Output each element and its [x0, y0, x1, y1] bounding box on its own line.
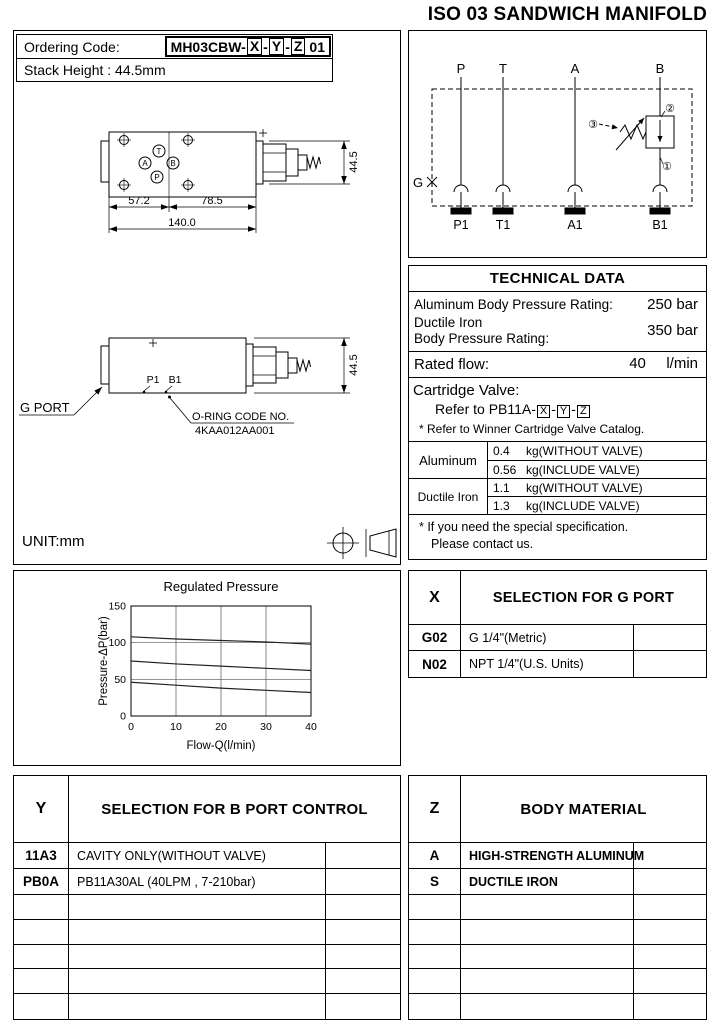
weight-row	[488, 496, 706, 514]
bolt-hole-icon	[181, 178, 195, 192]
pilot-arrow	[599, 124, 618, 128]
b1-label: B1	[168, 374, 182, 386]
weight-unit: kg(WITHOUT VALVE)	[526, 444, 643, 459]
option-desc: DUCTILE IRON	[461, 869, 634, 894]
table-row	[409, 625, 706, 651]
circuit-diagram	[409, 31, 706, 257]
drawings-panel	[13, 30, 401, 565]
oring-code-number: 4KAA012AA001	[195, 425, 275, 437]
code-z: Z	[291, 38, 306, 55]
technical-data-title: TECHNICAL DATA	[409, 266, 706, 292]
weight-unit: kg(WITHOUT VALVE)	[526, 480, 643, 495]
port-label-a: A	[570, 61, 580, 76]
code-y: Y	[269, 38, 284, 55]
cartridge-note: * Refer to Winner Cartridge Valve Catalog.	[419, 422, 645, 437]
chart-title: Regulated Pressure	[163, 579, 279, 594]
table-row	[409, 869, 706, 895]
cartridge-valve-side-view	[246, 344, 311, 386]
empty-cell	[634, 625, 706, 650]
empty-row	[409, 920, 706, 945]
table-header	[409, 776, 706, 843]
x-tick-label: 0	[128, 721, 134, 733]
cartridge-valve-top-view	[256, 129, 321, 184]
dim-78: 78.5	[201, 195, 223, 207]
empty-row	[14, 895, 400, 920]
y-tick-label: 150	[108, 600, 126, 613]
bolt-hole-icon	[117, 178, 131, 192]
selection-g-port-table	[408, 570, 707, 678]
technical-data-panel	[408, 265, 707, 560]
p1-port-block	[451, 208, 471, 214]
port-t-label: T	[156, 147, 162, 156]
weight-row	[488, 478, 706, 496]
footnote-line1: * If you need the special specification.	[419, 520, 629, 535]
empty-row	[14, 969, 400, 994]
table-code-x: X	[409, 571, 461, 624]
cartridge-sep: -	[571, 400, 576, 417]
technical-drawings-canvas	[14, 31, 400, 564]
empty-row	[409, 969, 706, 994]
option-desc: G 1/4"(Metric)	[461, 625, 634, 650]
oring-code-label: O-RING CODE NO.	[192, 411, 290, 423]
option-code: S	[409, 869, 461, 894]
table-title: SELECTION FOR B PORT CONTROL	[101, 800, 368, 818]
p1-label: P1	[146, 374, 160, 386]
port-p-label: P	[154, 173, 160, 182]
footnote	[409, 515, 706, 553]
port-label-b: B	[655, 61, 665, 76]
hydraulic-circuit-panel	[408, 30, 707, 258]
code-suffix: 01	[309, 38, 325, 55]
dim-44-top: 44.5	[348, 151, 360, 173]
table-row	[409, 843, 706, 869]
b1-port-block	[650, 208, 670, 214]
rated-flow-value-group	[629, 355, 698, 373]
stack-height-label: Stack Height : 44.5mm	[24, 62, 166, 78]
code-sep: -	[263, 38, 268, 55]
option-desc: PB11A30AL (40LPM , 7-210bar)	[69, 869, 326, 894]
cartridge-valve-info	[409, 378, 706, 443]
code-x: X	[247, 38, 262, 55]
empty-row	[409, 994, 706, 1019]
body-material-table	[408, 775, 707, 1020]
port-label-p: P	[456, 61, 466, 76]
option-desc: HIGH-STRENGTH ALUMINUM	[461, 843, 634, 868]
empty-row	[409, 895, 706, 920]
body-outline	[109, 132, 256, 197]
ductile-rating-label	[414, 315, 549, 347]
side-view-drawing	[19, 338, 360, 437]
x-axis-label: Flow-Q(l/min)	[186, 740, 256, 752]
y-tick-label: 100	[108, 637, 126, 650]
option-desc: CAVITY ONLY(WITHOUT VALVE)	[69, 843, 326, 868]
top-view-drawing	[101, 129, 360, 233]
y-tick-label: 0	[120, 710, 126, 723]
g-port-boss	[101, 346, 109, 384]
table-code-y: Y	[14, 776, 69, 842]
callout-3: ③	[588, 119, 598, 131]
table-header	[409, 571, 706, 625]
empty-row	[14, 920, 400, 945]
port-label-p1: P1	[453, 218, 469, 232]
adjust-arrow	[616, 118, 644, 150]
port-bridge	[454, 185, 468, 192]
code-prefix: MH03CBW-	[170, 38, 246, 55]
dim-57: 57.2	[128, 195, 150, 207]
ordering-code-label: Ordering Code:	[24, 38, 120, 55]
cartridge-code-z: Z	[577, 405, 590, 419]
table-row	[409, 651, 706, 677]
stack-height-box	[16, 58, 333, 82]
weight-table	[409, 442, 706, 515]
weight-value: 1.1	[493, 480, 510, 495]
code-sep: -	[285, 38, 290, 55]
t1-port-block	[493, 208, 513, 214]
bolt-hole-icon	[117, 133, 131, 147]
weight-row	[488, 460, 706, 478]
empty-row	[14, 945, 400, 970]
option-code: 11A3	[14, 843, 69, 868]
cartridge-code-y: Y	[557, 405, 570, 419]
table-row	[14, 843, 400, 869]
cartridge-title: Cartridge Valve:	[413, 381, 520, 399]
dim-140: 140.0	[168, 217, 196, 229]
x-tick-label: 20	[215, 721, 227, 733]
empty-cell	[326, 843, 400, 868]
pressure-ratings	[409, 292, 706, 352]
callout-2: ②	[665, 103, 675, 115]
port-bridge	[568, 185, 582, 192]
table-row	[14, 869, 400, 895]
ordering-code-value	[165, 36, 331, 57]
weight-unit: kg(INCLUDE VALVE)	[526, 498, 640, 513]
cartridge-refer-line	[413, 401, 706, 419]
table-header	[14, 776, 400, 843]
port-label-t1: T1	[495, 218, 511, 232]
x-tick-label: 10	[170, 721, 182, 733]
port-label-a1: A1	[567, 218, 583, 232]
port-b-label: B	[170, 159, 176, 168]
empty-cell	[634, 651, 706, 677]
weight-value: 0.56	[493, 462, 517, 477]
weight-row	[488, 442, 706, 460]
port-label-b1: B1	[652, 218, 668, 232]
y-tick-label: 50	[114, 673, 126, 686]
option-code: G02	[409, 625, 461, 650]
aluminum-rating-value: 250 bar	[647, 296, 698, 313]
regulated-pressure-chart	[14, 571, 400, 765]
weight-value: 1.3	[493, 498, 510, 513]
callout-1: ①	[662, 161, 672, 173]
bolt-hole-icon	[181, 133, 195, 147]
table-title: SELECTION FOR G PORT	[492, 589, 675, 606]
footnote-line2: Please contact us.	[431, 537, 534, 552]
unit-label: UNIT:mm	[22, 533, 85, 550]
table-code-z: Z	[409, 776, 461, 842]
option-code: A	[409, 843, 461, 868]
a1-port-block	[565, 208, 585, 214]
g-port-label: G	[412, 175, 424, 190]
aluminum-rating-label: Aluminum Body Pressure Rating:	[414, 296, 613, 312]
weight-material-aluminum: Aluminum	[409, 442, 488, 478]
g-port-label: G PORT	[20, 400, 70, 415]
port-a-label: A	[142, 159, 148, 168]
x-tick-label: 40	[305, 721, 317, 733]
page-title: ISO 03 SANDWICH MANIFOLD	[427, 4, 707, 25]
option-code: N02	[409, 651, 461, 677]
top-view-dim-labels	[128, 151, 360, 229]
empty-cell	[634, 869, 706, 894]
ductile-rating-line2: Body Pressure Rating:	[414, 330, 550, 346]
port-bridge	[653, 185, 667, 192]
rated-flow-row	[409, 352, 706, 378]
spring-symbol	[620, 125, 646, 139]
ordering-code-box	[16, 34, 333, 59]
projection-symbol-icon	[327, 527, 396, 559]
ductile-rating-line1: Ductile Iron	[414, 315, 483, 330]
selection-b-port-table	[13, 775, 401, 1020]
rated-flow-unit: l/min	[666, 355, 698, 373]
port-label-t: T	[499, 61, 507, 76]
side-boss-outline	[101, 141, 109, 182]
dim-44-side: 44.5	[348, 354, 360, 376]
cartridge-refer-prefix: Refer to PB11A-	[435, 400, 536, 417]
weight-unit: kg(INCLUDE VALVE)	[526, 462, 640, 477]
rated-flow-label: Rated flow:	[414, 355, 490, 373]
y-axis-label: Pressure-ΔP(bar)	[98, 616, 110, 706]
weight-value: 0.4	[493, 444, 510, 459]
option-code: PB0A	[14, 869, 69, 894]
weight-material-ductile: Ductile Iron	[409, 478, 488, 514]
option-desc: NPT 1/4"(U.S. Units)	[461, 651, 634, 677]
cartridge-sep: -	[551, 400, 556, 417]
rated-flow-value: 40	[629, 355, 646, 373]
empty-cell	[326, 869, 400, 894]
top-view-dimension-lines	[109, 141, 350, 233]
x-tick-label: 30	[260, 721, 272, 733]
top-view-port-labels	[142, 147, 175, 182]
reducing-valve-symbol	[599, 111, 674, 164]
ductile-rating-value: 350 bar	[647, 322, 698, 340]
port-bridge	[496, 185, 510, 192]
side-view-labels	[20, 354, 360, 437]
empty-row	[14, 994, 400, 1019]
chart-panel	[13, 570, 401, 766]
empty-cell	[634, 843, 706, 868]
empty-row	[409, 945, 706, 970]
table-title: BODY MATERIAL	[520, 800, 647, 818]
cartridge-code-x: X	[537, 405, 550, 419]
